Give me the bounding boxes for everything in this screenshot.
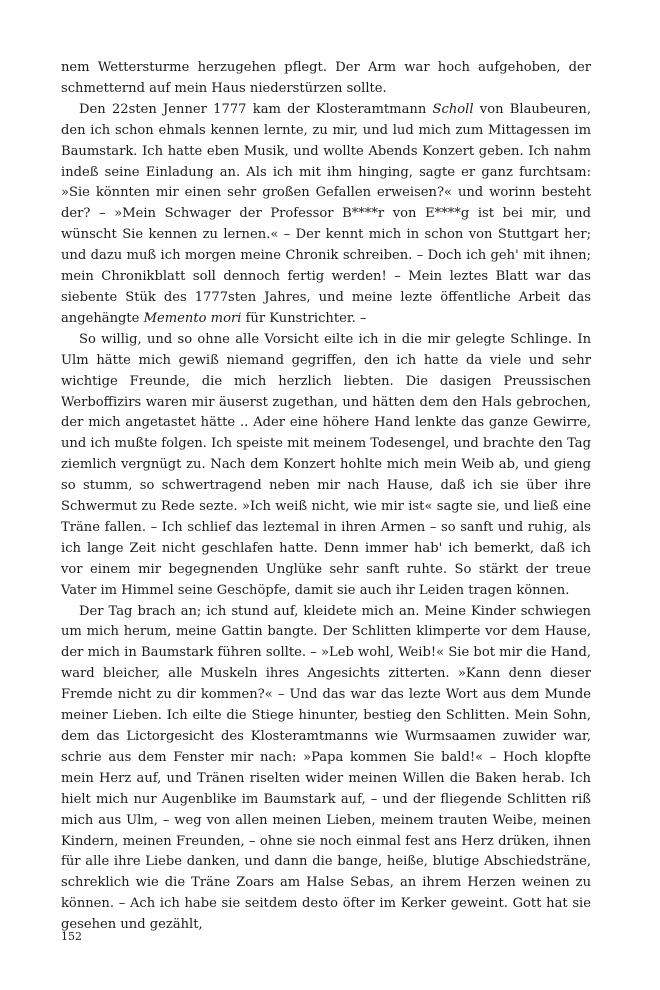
paragraph-2-name-scholl: Scholl [432,101,474,117]
paragraph-1-text: nem Wettersturme herzugehen pflegt. Der Arm war hoch aufgehoben, der schmetternd auf mein Haus niederstürzen sollte. [61,60,591,96]
page-number: 152 [61,930,82,943]
paragraph-2-text: Den 22sten Jenner 1777 kam der Klosteramtmann [79,101,433,117]
paragraph-2 [61,100,591,330]
page-body [61,58,591,936]
paragraph-4-text: Der Tag brach an; ich stund auf, kleidete mich an. Meine Kinder schwiegen um mich herum, meine Gattin bangte. Der Schlitten klimperte vor dem Hause, der mich in Baumstark führen sollte. – »Leb wohl, Weib!« Sie bot mir die Hand, ward bleicher, alle Muskeln ihres Angesichts zitterten. »Kann denn dieser Fremde nicht zu dir kommen?« – Und das war das lezte Wort aus dem Munde meiner Lieben. Ich eilte die Stiege hinunter, bestieg den Schlitten. Mein Sohn, dem das Lictorgesicht des Klosteramtmanns wie Wurmsaamen zuwider war, schrie aus dem Fenster mir nach: »Papa kommen Sie bald!« – Hoch klopfte mein Herz auf, und Tränen riselten wider meinen Willen die Baken herab. Ich hielt mich nur Augenblike im Baumstark auf, – und der fliegende Schlitten riß mich aus Ulm, – weg von allen meinen Lieben, meinem trauten Weibe, meinen Kindern, meinen Freunden, – ohne sie noch einmal fest ans Herz drüken, ihnen für alle ihre Liebe danken, und dann die bange, heiße, blutige Abschiedsträne, schreklich wie die Träne Zoars am Halse Sebas, an ihrem Herzen weinen zu können. – Ach ich habe sie seitdem desto öfter im Kerker geweint. Gott hat sie gesehen und gezählt, [61,603,591,933]
paragraph-1 [61,58,591,100]
paragraph-4 [61,602,591,937]
paragraph-2-text: von Blaubeuren, den ich schon ehmals kennen lernte, zu mir, und lud mich zum Mittagessen im Baumstark. Ich hatte eben Musik, und wollte Abends Konzert geben. Ich nahm indeß seine Einladung an. Als ich mit ihm hinging, sagte er ganz furchtsam: »Sie könnten mir einen sehr großen Gefallen erweisen?« und worinn besteht der? – »Mein Schwager der Professor B****r von E****g ist bei mir, und wünscht Sie kennen zu lernen.« – Der kennt mich in schon von Stuttgart her; und dazu muß ich morgen meine Chronik schreiben. – Doch ich geh' mit ihnen; mein Chronikblatt soll dennoch fertig werden! – Mein leztes Blatt war das siebente Stük des 1777sten Jahres, und meine lezte öffentliche Arbeit das angehängte [61,101,591,326]
paragraph-2-text: für Kunstrichter. – [241,310,367,326]
paragraph-2-title-memento-mori: Memento mori [143,310,242,326]
paragraph-3 [61,330,591,602]
paragraph-3-text: So willig, und so ohne alle Vorsicht eilte ich in die mir gelegte Schlinge. In Ulm hätte mich gewiß niemand gegriffen, den ich hatte da viele und sehr wichtige Freunde, die mich herzlich liebten. Die dasigen Preussischen Werboffizirs waren mir äuserst zugethan, und hätten dem den Hals gebrochen, der mich angetastet hätte .. Ader eine höhere Hand lenkte das ganze Gewirre, und ich mußte folgen. Ich speiste mit meinem Todesengel, und brachte den Tag ziemlich vergnügt zu. Nach dem Konzert hohlte mich mein Weib ab, und gieng so stumm, so schwertragend neben mir nach Hause, daß ich sie über ihre Schwermut zu Rede sezte. »Ich weiß nicht, wie mir ist« sagte sie, und ließ eine Träne fallen. – Ich schlief das leztemal in ihren Armen – so sanft und ruhig, als ich lange Zeit nicht geschlafen hatte. Denn immer hab' ich bemerkt, daß ich vor einem mir begegnenden Unglüke sehr sanft ruhte. So stärkt der treue Vater im Himmel seine Geschöpfe, damit sie auch ihr Leiden tragen können. [61,331,591,598]
